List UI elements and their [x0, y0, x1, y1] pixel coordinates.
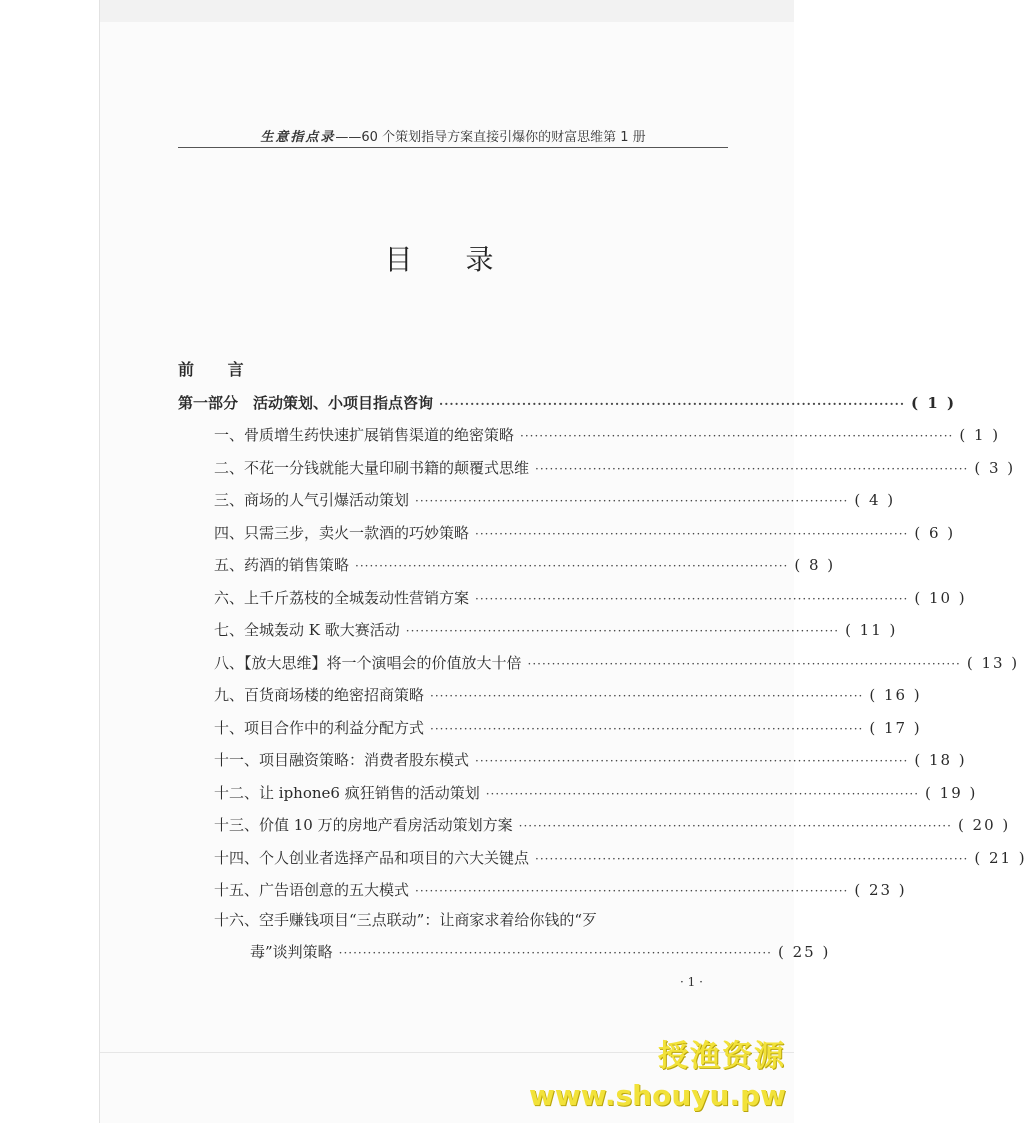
toc-entry[interactable] — [214, 814, 1011, 838]
toc-entry-label: 六、上千斤荔枝的全城轰动性营销方案 — [214, 588, 470, 607]
toc-page-number: ( 3 ) — [974, 458, 1016, 477]
toc-entry[interactable] — [214, 879, 907, 903]
watermark-name: 授渔资源 — [658, 1039, 786, 1074]
toc-entry-label: 二、不花一分钱就能大量印刷书籍的颠覆式思维 — [214, 458, 530, 477]
toc-entry-label: 四、只需三步，卖火一款酒的巧妙策略 — [214, 523, 470, 542]
toc-entry-label: 八、【放大思维】将一个演唱会的价值放大十倍 — [214, 653, 522, 672]
toc-entry-label: 五、药酒的销售策略 — [214, 556, 350, 574]
toc-entry-label: 十三、价值 10 万的房地产看房活动策划方案 — [214, 816, 513, 834]
toc-entry[interactable] — [214, 717, 922, 741]
leader-dots: ·························································································· — [475, 526, 909, 541]
toc-page-number: ( 11 ) — [845, 621, 898, 639]
toc-page-number: ( 1 ) — [959, 426, 1001, 444]
leader-dots: ·························································································· — [430, 721, 864, 736]
toc-entry-label: 十四、个人创业者选择产品和项目的六大关键点 — [214, 848, 530, 867]
toc-page-number: ( 21 ) — [974, 848, 1027, 867]
toc-page-number: ( 19 ) — [925, 783, 978, 802]
toc-entry[interactable] — [214, 587, 967, 611]
toc-entry-label-line1: 十六、空手赚钱项目“三点联动”：让商家求着给你钱的“歹 — [214, 911, 598, 929]
header-rule — [178, 147, 728, 148]
leader-dots: ·························································································· — [405, 624, 840, 638]
toc-entry[interactable] — [214, 424, 1001, 448]
leader-dots: ·························································································· — [439, 397, 906, 411]
toc-entry[interactable] — [214, 489, 896, 513]
toc-page-number: ( 16 ) — [869, 686, 922, 704]
toc-entry-label: 十、项目合作中的利益分配方式 — [214, 718, 425, 737]
leader-dots: ·························································································· — [475, 754, 909, 768]
leader-dots: ·························································································· — [485, 786, 920, 801]
toc-entry[interactable] — [214, 847, 1027, 871]
toc-preface: 前 言 — [178, 360, 258, 379]
leader-dots: ·························································································· — [520, 429, 954, 443]
toc-entry-label: 九、百货商场楼的绝密招商策略 — [214, 686, 425, 704]
toc-entry[interactable] — [214, 554, 836, 578]
running-header — [178, 126, 728, 145]
toc-page-number: ( 25 ) — [777, 943, 831, 961]
toc-page-number: ( 1 ) — [911, 394, 957, 412]
toc-entry[interactable] — [214, 749, 967, 773]
toc-entry-label: 三、商场的人气引爆活动策划 — [214, 491, 410, 509]
toc-entry[interactable] — [214, 457, 1016, 481]
toc-entry-label-line2: 毒”谈判策略 — [250, 943, 333, 961]
toc-page-number: ( 23 ) — [854, 881, 907, 899]
leader-dots: ·························································································· — [527, 656, 961, 671]
leader-dots: ·························································································· — [430, 689, 864, 703]
toc-page-number: ( 17 ) — [869, 718, 922, 737]
toc-entry-label: 十二、让 iphone6 疯狂销售的活动策划 — [214, 783, 480, 802]
leader-dots: ·························································································· — [475, 591, 909, 606]
toc-page-number: ( 4 ) — [854, 491, 896, 509]
toc-entry[interactable] — [214, 619, 898, 643]
toc-entry-label: 十五、广告语创意的五大模式 — [214, 881, 410, 899]
leader-dots: ·························································································· — [415, 494, 849, 508]
leader-dots: ·························································································· — [338, 946, 772, 960]
toc-entry[interactable] — [214, 684, 922, 708]
header-subtitle: ——60 个策划指导方案直接引爆你的财富思维第 1 册 — [335, 130, 646, 145]
toc-page-number: ( 20 ) — [957, 816, 1011, 834]
toc-page-number: ( 6 ) — [914, 523, 956, 542]
leader-dots: ·························································································· — [415, 884, 849, 898]
toc-page-number: ( 13 ) — [966, 653, 1020, 672]
toc-entry-16[interactable] — [214, 909, 723, 933]
toc-page-number: ( 10 ) — [914, 588, 967, 607]
toc-entry[interactable] — [214, 522, 956, 546]
toc-entry-label: 十一、项目融资策略：消费者股东模式 — [214, 751, 470, 769]
watermark-url: www.shouyu.pw — [529, 1079, 786, 1112]
leader-dots: ·························································································· — [535, 851, 969, 866]
scan-top-band — [100, 0, 794, 22]
header-brand: 生意指点录 — [260, 130, 336, 145]
toc-entry-16-cont[interactable] — [250, 941, 831, 965]
toc-entry-label: 一、骨质增生药快速扩展销售渠道的绝密策略 — [214, 426, 515, 444]
toc-page-number: ( 8 ) — [794, 556, 836, 574]
toc-entry[interactable] — [214, 652, 1020, 676]
watermark — [529, 1039, 786, 1112]
leader-dots: ·························································································· — [518, 819, 952, 833]
toc-entry-label: 七、全城轰动 K 歌大赛活动 — [214, 621, 400, 639]
leader-dots: ·························································································· — [355, 559, 789, 573]
toc-part-1[interactable] — [178, 392, 957, 416]
page-number: · 1 · — [680, 975, 703, 989]
page-title: 目 录 — [384, 243, 516, 276]
toc-page-number: ( 18 ) — [914, 751, 967, 769]
toc-entry[interactable] — [214, 782, 978, 806]
toc-part-label: 第一部分 活动策划、小项目指点咨询 — [178, 394, 434, 412]
leader-dots: ·························································································· — [535, 461, 969, 476]
